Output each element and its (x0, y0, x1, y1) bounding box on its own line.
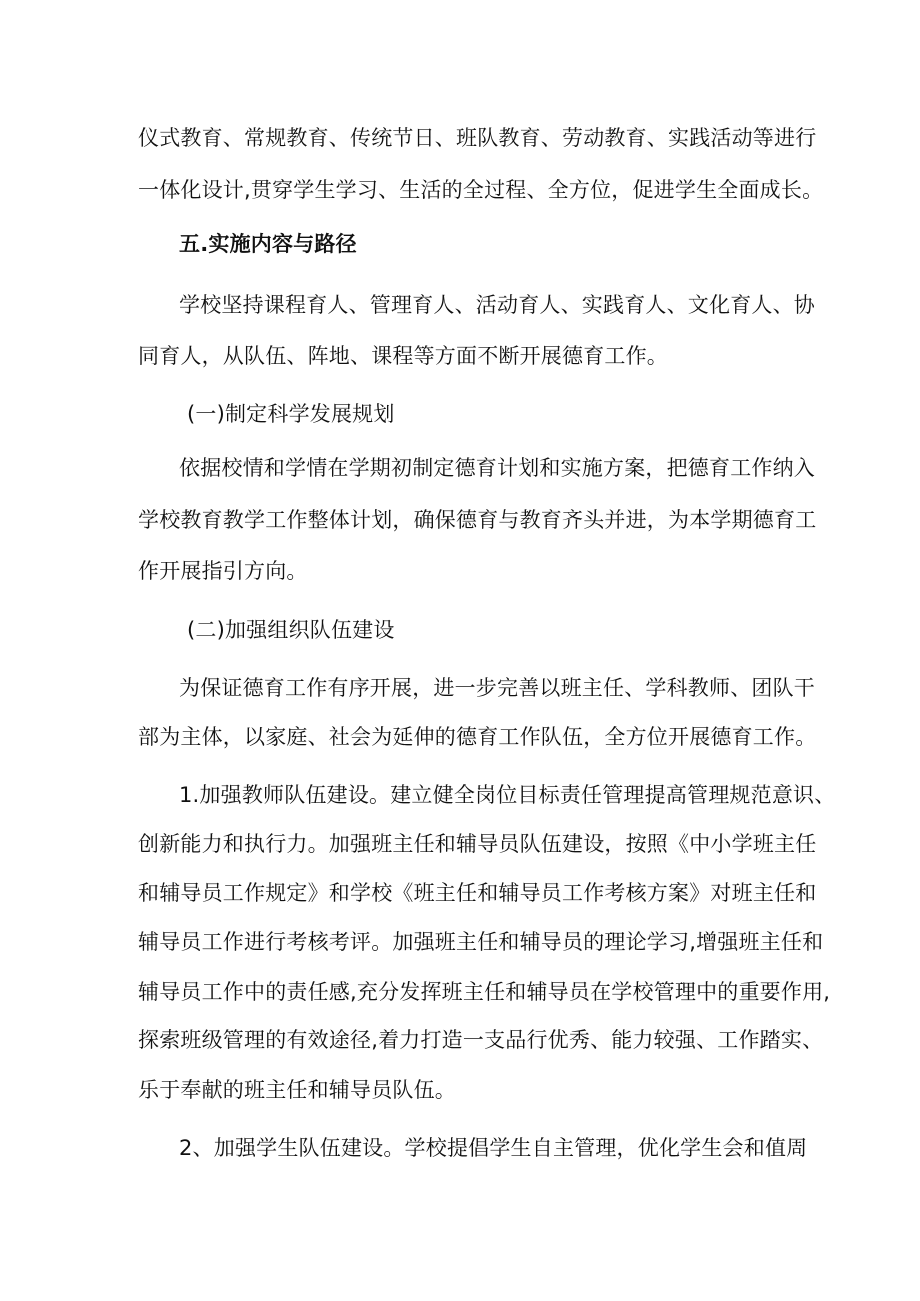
subsection-one-paragraph-line-1: 依据校情和学情在学期初制定德育计划和实施方案，把德育工作纳入 (179, 456, 815, 480)
item-one-line-5: 辅导员工作中的责任感,充分发挥班主任和辅导员在学校管理中的重要作用, (138, 980, 831, 1004)
section-five-paragraph-line-2: 同育人，从队伍、阵地、课程等方面不断开展德育工作。 (138, 344, 668, 368)
item-one-line-6: 探索班级管理的有效途径,着力打造一支品行优秀、能力较强、工作踏实、 (138, 1028, 824, 1052)
intro-line-2: 一体化设计,贯穿学生学习、生活的全过程、全方位，促进学生全面成长。 (138, 178, 824, 202)
item-one-line-2: 创新能力和执行力。加强班主任和辅导员队伍建设，按照《中小学班主任 (138, 832, 817, 856)
item-one-line-7: 乐于奉献的班主任和辅导员队伍。 (138, 1078, 456, 1102)
item-one-line-4: 辅导员工作进行考核考评。加强班主任和辅导员的理论学习,增强班主任和 (138, 930, 824, 954)
section-five-heading: 五.实施内容与路径 (179, 232, 357, 256)
subsection-one-paragraph-line-3: 作开展指引方向。 (138, 559, 308, 583)
subsection-two-paragraph-line-2: 部为主体，以家庭、社会为延伸的德育工作队伍，全方位开展德育工作。 (138, 725, 817, 749)
item-one-line-1: 1.加强教师队伍建设。建立健全岗位目标责任管理提高管理规范意识、 (179, 783, 836, 807)
subsection-one-paragraph-line-2: 学校教育教学工作整体计划，确保德育与教育齐头并进，为本学期德育工 (138, 508, 817, 532)
item-two-line-1: 2、加强学生队伍建设。学校提倡学生自主管理，优化学生会和值周 (179, 1136, 808, 1160)
subsection-one-heading: (一)制定科学发展规划 (187, 402, 395, 426)
subsection-two-heading: (二)加强组织队伍建设 (187, 618, 395, 642)
intro-line-1: 仪式教育、常规教育、传统节日、班队教育、劳动教育、实践活动等进行 (138, 126, 817, 150)
subsection-two-paragraph-line-1: 为保证德育工作有序开展，进一步完善以班主任、学科教师、团队干 (179, 676, 815, 700)
section-five-paragraph-line-1: 学校坚持课程育人、管理育人、活动育人、实践育人、文化育人、协 (179, 293, 815, 317)
item-one-line-3: 和辅导员工作规定》和学校《班主任和辅导员工作考核方案》对班主任和 (138, 881, 817, 905)
